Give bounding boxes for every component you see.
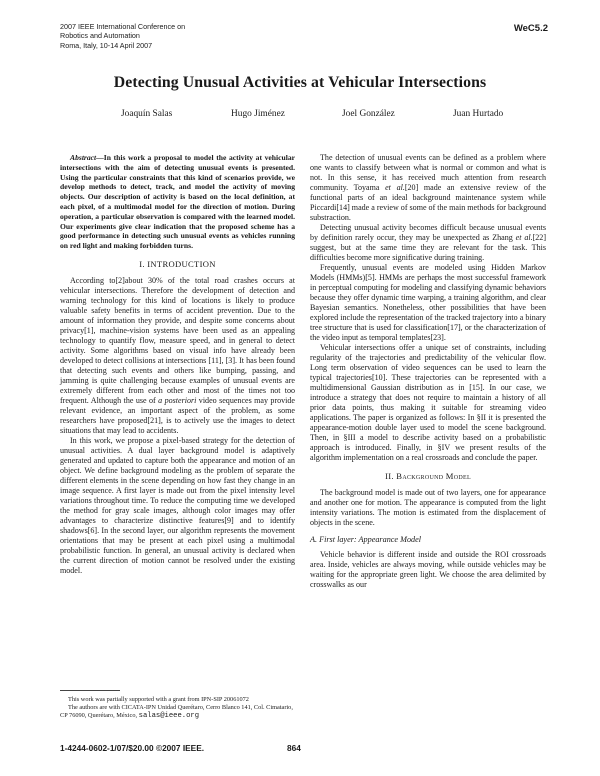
right-paragraph-1-b: [20] made an extensive review of the functional parts of an ideal background maintenance system while Piccardi[14] made a review of some of the main methods for background substraction.	[310, 183, 546, 222]
right-paragraph-2-a: Detecting unusual activity becomes difficult because unusual events by definition rarely occur, they may be unexpected as Zhang	[310, 223, 546, 242]
author-4: Juan Hurtado	[453, 109, 504, 119]
right-paragraph-1-a: The detection of unusual events can be defined as a problem where one wants to classify between what is normal or common and what is not. In this sense, it has received much attention from research community. Toyama	[310, 153, 546, 192]
footnote-affiliation-text: The authors are with CICATA-IPN Unidad Querétaro, Cerro Blanco 141, Col. Cimatario, CP 76090, Querétaro, México,	[60, 704, 293, 720]
conference-line-2: Robotics and Automation	[60, 31, 140, 41]
intro-paragraph-2: In this work, we propose a pixel-based strategy for the detection of unusual activities. A dual layer background model is adaptively generated and updated to capture both the appearance and motion of an object. We define background modeling as the problem of separate the different elements in the scene depending on how fast they change in an image sequence. A first layer is made out from the pixel intensity level variations throughout time. To reduce the computing time we developed the method for gray scale images, although color images may offer advantages to characterize distinctive features[9] and to identify shadows[6]. In the second layer, our algorithm represents the movement orientations that may be present at each pixel using a multimodal probabilistic function. In general, an unusual activity is declared when the current direction of motion cannot be resolved under the existing model.	[60, 435, 295, 575]
right-paragraph-6: Vehicle behavior is different inside and outside the ROI crossroads area. Inside, vehicles are always moving, while outside vehicles may be waiting for the appropriate green light. We choose the area delimited by crosswalks as our	[310, 550, 546, 589]
section-heading-background-model: II. Background Model	[385, 471, 471, 481]
right-paragraph-5: The background model is made out of two layers, one for appearance and another one for motion. The appearance is computed from the light intensity variations. The motion is estimated from the displacement of objects in the scene.	[310, 488, 546, 527]
right-paragraph-1	[310, 153, 546, 223]
session-code: WeC5.2	[513, 23, 548, 34]
author-2: Hugo Jiménez	[231, 109, 285, 119]
footnote-funding: This work was partially supported with a grant from IPN-SIP 20061072	[68, 696, 249, 703]
intro-paragraph-1-text: According to[2]about 30% of the total road crashes occurs at vehicular intersections. Therefore the development of detection and warning technology for this kind of locations is likely to produce valuable safety benefits in terms of accident prevention. Due to the amount of information they provide, and despite some concerns about privacy[1], machine-vision systems have been used as an appealing technology to quantify flow, measure speed, and in general to detect activity. Some algorithms based on visual info have already been developed to detect collisions at intersections [11], [3]. It has been found that detecting such events and others like bumping, passing, and jamming is quite challenging because examples of unusual events are extremely different from each other and most of the times not too frequent. Although the use of	[60, 275, 295, 405]
conference-line-1: 2007 IEEE International Conference on	[60, 22, 186, 31]
conference-line-3: Roma, Italy, 10-14 April 2007	[60, 40, 153, 50]
author-3: Joel González	[342, 109, 395, 119]
conference-info	[60, 22, 260, 50]
right-paragraph-1-etal: et al.	[385, 183, 405, 192]
abstract-lead: Abstract	[70, 153, 97, 162]
right-column	[310, 153, 546, 590]
subsection-heading-appearance-model: A. First layer: Appearance Model	[310, 535, 422, 544]
intro-paragraph-1-end: video sequences may provide relevant evidence, an important aspect of the problem, as some researchers have proposed[21], is to actively use the images to detect situations that may lead to accidents.	[60, 395, 296, 435]
left-column	[60, 153, 295, 576]
intro-italic-term: a posteriori	[158, 395, 197, 405]
paper-title: Detecting Unusual Activities at Vehicular Intersections	[113, 74, 487, 91]
author-1: Joaquín Salas	[121, 109, 173, 119]
right-paragraph-2	[310, 223, 546, 263]
footnote-affiliation	[60, 704, 296, 720]
intro-paragraph-1	[60, 276, 295, 436]
copyright-line: 1-4244-0602-1/07/$20.00 ©2007 IEEE.	[60, 743, 205, 753]
right-paragraph-4: Vehicular intersections offer a unique set of constraints, including regularity of the trajectories and predictability of the vehicular flow. Long term observation of video sequences can be used to learn the typical trajectories[10]. These trajectories can be represented with a multidimensional Gaussian distribution as in [15]. In our case, we introduce a strategy that does not require to maintain a history of all prior data points, thus making it suitable for streaming video applications. The paper is organized as follows: In §II it is presented the appearance-motion double layer used to model the scene background. Then, in §III a model to describe activity based on a probabilistic approach is introduced. Finally, in §IV we present results of the algorithm implementation on a real crossroads and conclude the paper.	[310, 343, 546, 462]
right-paragraph-2-b: [22] suggest, but at the same time they are relevant for the task. This difficulties become more significative during training.	[310, 233, 547, 262]
footnote-rule	[60, 690, 120, 691]
footnotes	[60, 696, 296, 720]
right-paragraph-3: Frequently, unusual events are modeled using Hidden Markov Models (HMMs)[5]. HMMs are perhaps the most successful framework in perceptual computing for modeling and classifying dynamic behaviors because they offer dynamic time warping, a training algorithm, and clear Bayesian semantics. Nonetheless, other possibilities that have been explored include the representation of the tracked trajectory into a binary tree structure that is used for classification[17], or the characterization of the video input as temporal templates[23].	[310, 263, 546, 342]
abstract-text: In this work a proposal to model the activity at vehicular intersections with the aim of detecting unusual events is presented. Using the particular constraints that this kind of scenarios provide, we develop methods to detect, track, and model the activity of moving objects. Our description of activity is based on the local definition, at each pixel, of a multimodal model for the direction of motion. During operation, a particular observation is compared with the learned model. Our experiments give clear indication that the proposed scheme has a good performance in detecting such unusual events as vehicles running on red light and making forbidden turns.	[60, 153, 295, 251]
author-email: salas@ieee.org	[138, 712, 200, 721]
section-heading-introduction: I. INTRODUCTION	[139, 258, 216, 269]
page-number: 864	[287, 743, 301, 753]
right-paragraph-2-etal: et al.	[515, 233, 533, 242]
abstract: Abstract—In this work a proposal to model the activity at vehicular intersections with the aim of detecting unusual events is presented. Using the particular constraints that this kind of scenarios provide, we develop methods to detect, track, and model the activity of moving objects. Our description of activity is based on the local definition, at each pixel, of a multimodal model for the direction of motion. During operation, a particular observation is compared with the learned model. Our experiments give clear indication that the proposed scheme has a good performance in detecting such unusual events as vehicles running on red light and making forbidden turns.	[60, 153, 295, 251]
